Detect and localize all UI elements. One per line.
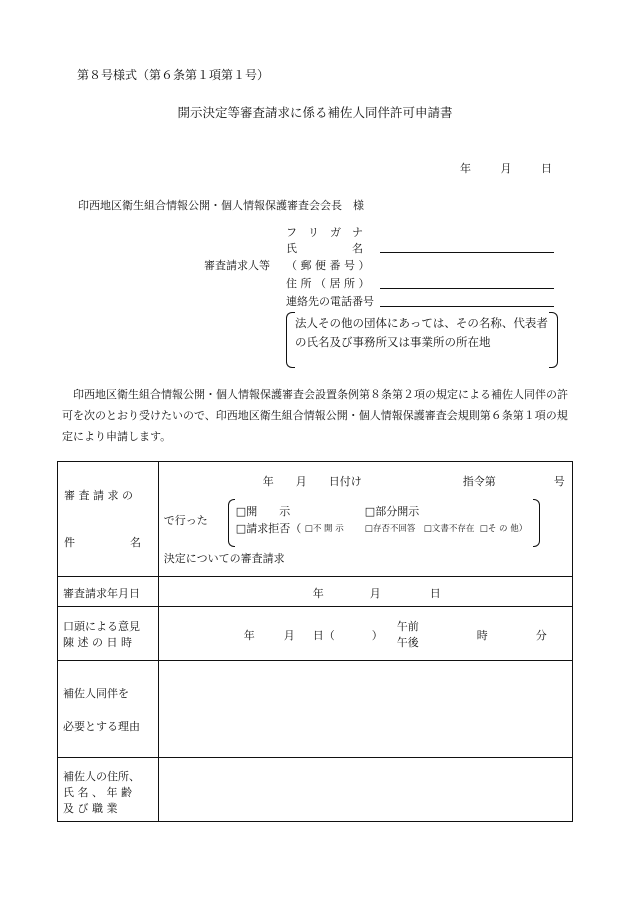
option-refuse[interactable]: □請求拒否（ bbox=[235, 522, 302, 535]
sub-nondisclose[interactable]: □不 開 示 bbox=[304, 524, 344, 534]
assistant-label-3: 及 び 職 業 bbox=[63, 802, 118, 815]
request-day: 日 bbox=[429, 587, 441, 600]
option-disclose[interactable]: □開 示 bbox=[235, 505, 291, 518]
reason-cell[interactable] bbox=[158, 661, 572, 758]
sub-other[interactable]: □そ の 他） bbox=[479, 524, 528, 534]
address-line[interactable] bbox=[380, 288, 554, 289]
request-date-label-cell bbox=[58, 577, 159, 607]
pm-label[interactable]: 午後 bbox=[396, 636, 419, 649]
assistant-cell[interactable] bbox=[158, 758, 572, 822]
hearing-close: ） bbox=[371, 629, 383, 642]
hearing-year: 年 bbox=[243, 629, 255, 642]
document-title: 開示決定等審査請求に係る補佐人同伴許可申請書 bbox=[177, 105, 453, 120]
name-line[interactable] bbox=[380, 252, 554, 253]
reason-label-bottom: 必要とする理由 bbox=[63, 720, 140, 733]
hearing-label-cell bbox=[58, 607, 159, 661]
case-value-cell[interactable] bbox=[158, 462, 572, 577]
case-label-cell bbox=[58, 462, 159, 577]
furigana-label: フ リ ガ ナ bbox=[286, 226, 363, 239]
case-label-bottom: 件 名 bbox=[64, 536, 141, 549]
done-label: で行った bbox=[163, 514, 208, 527]
decision-label: 決定についての審査請求 bbox=[163, 552, 285, 565]
go-label: 号 bbox=[553, 475, 565, 488]
application-date: 年 月 日 bbox=[460, 162, 552, 175]
form-number: 第８号様式（第６条第１項第１号） bbox=[77, 68, 270, 82]
body-paragraph: 印西地区衛生組合情報公開・個人情報保護審査会設置条例第８条第２項の規定による補佐人同伴の許可を次のとおり受けたいので、印西地区衛生組合情報公開・個人情報保護審査会規則第６条第１項の規定により申請します。 bbox=[62, 388, 568, 443]
option-partial[interactable]: □部分開示 bbox=[364, 505, 420, 518]
hearing-label-top: 口頭による意見 bbox=[63, 620, 140, 633]
request-date-label: 審査請求年月日 bbox=[63, 587, 140, 600]
request-month: 月 bbox=[369, 587, 381, 600]
assistant-label-2: 氏 名 、 年 齢 bbox=[63, 786, 132, 799]
request-date-cell[interactable] bbox=[158, 577, 572, 607]
application-table bbox=[57, 461, 573, 822]
corporation-note-text: 法人その他の団体にあっては、その名称、代表者の氏名及び事務所又は事業所の所在地 bbox=[295, 316, 548, 349]
order-number: 指令第 bbox=[462, 475, 496, 488]
phone-line[interactable] bbox=[380, 306, 554, 307]
requester-label: 審査請求人等 bbox=[204, 259, 270, 272]
phone-label: 連絡先の電話番号 bbox=[286, 295, 374, 308]
name-label: 氏 名 bbox=[286, 242, 363, 255]
hearing-datetime-cell[interactable] bbox=[158, 607, 572, 661]
case-label-top: 審 査 請 求 の bbox=[64, 489, 133, 502]
reason-label-top: 補佐人同伴を bbox=[63, 687, 129, 700]
assistant-label-cell bbox=[58, 758, 159, 822]
reason-label-cell bbox=[58, 661, 159, 758]
case-date: 年 月 日付け bbox=[262, 475, 362, 488]
hearing-day: 日（ bbox=[312, 629, 335, 642]
hearing-month: 月 bbox=[283, 629, 295, 642]
minute-label: 分 bbox=[535, 629, 547, 642]
addressee: 印西地区衛生組合情報公開・個人情報保護審査会会長 様 bbox=[78, 199, 364, 212]
request-year: 年 bbox=[312, 587, 324, 600]
hour-label: 時 bbox=[476, 629, 488, 642]
postal-label: （ 郵 便 番 号 ） bbox=[286, 259, 370, 272]
am-label[interactable]: 午前 bbox=[396, 620, 419, 633]
assistant-label-1: 補佐人の住所、 bbox=[63, 770, 140, 783]
corporation-note bbox=[286, 312, 558, 368]
address-label: 住 所 （ 居 所 ） bbox=[286, 277, 370, 290]
sub-nodoc[interactable]: □文書不存在 bbox=[423, 524, 475, 534]
sub-existence[interactable]: □存否不回答 bbox=[364, 524, 416, 534]
hearing-label-bottom: 陳 述 の 日 時 bbox=[63, 636, 132, 649]
